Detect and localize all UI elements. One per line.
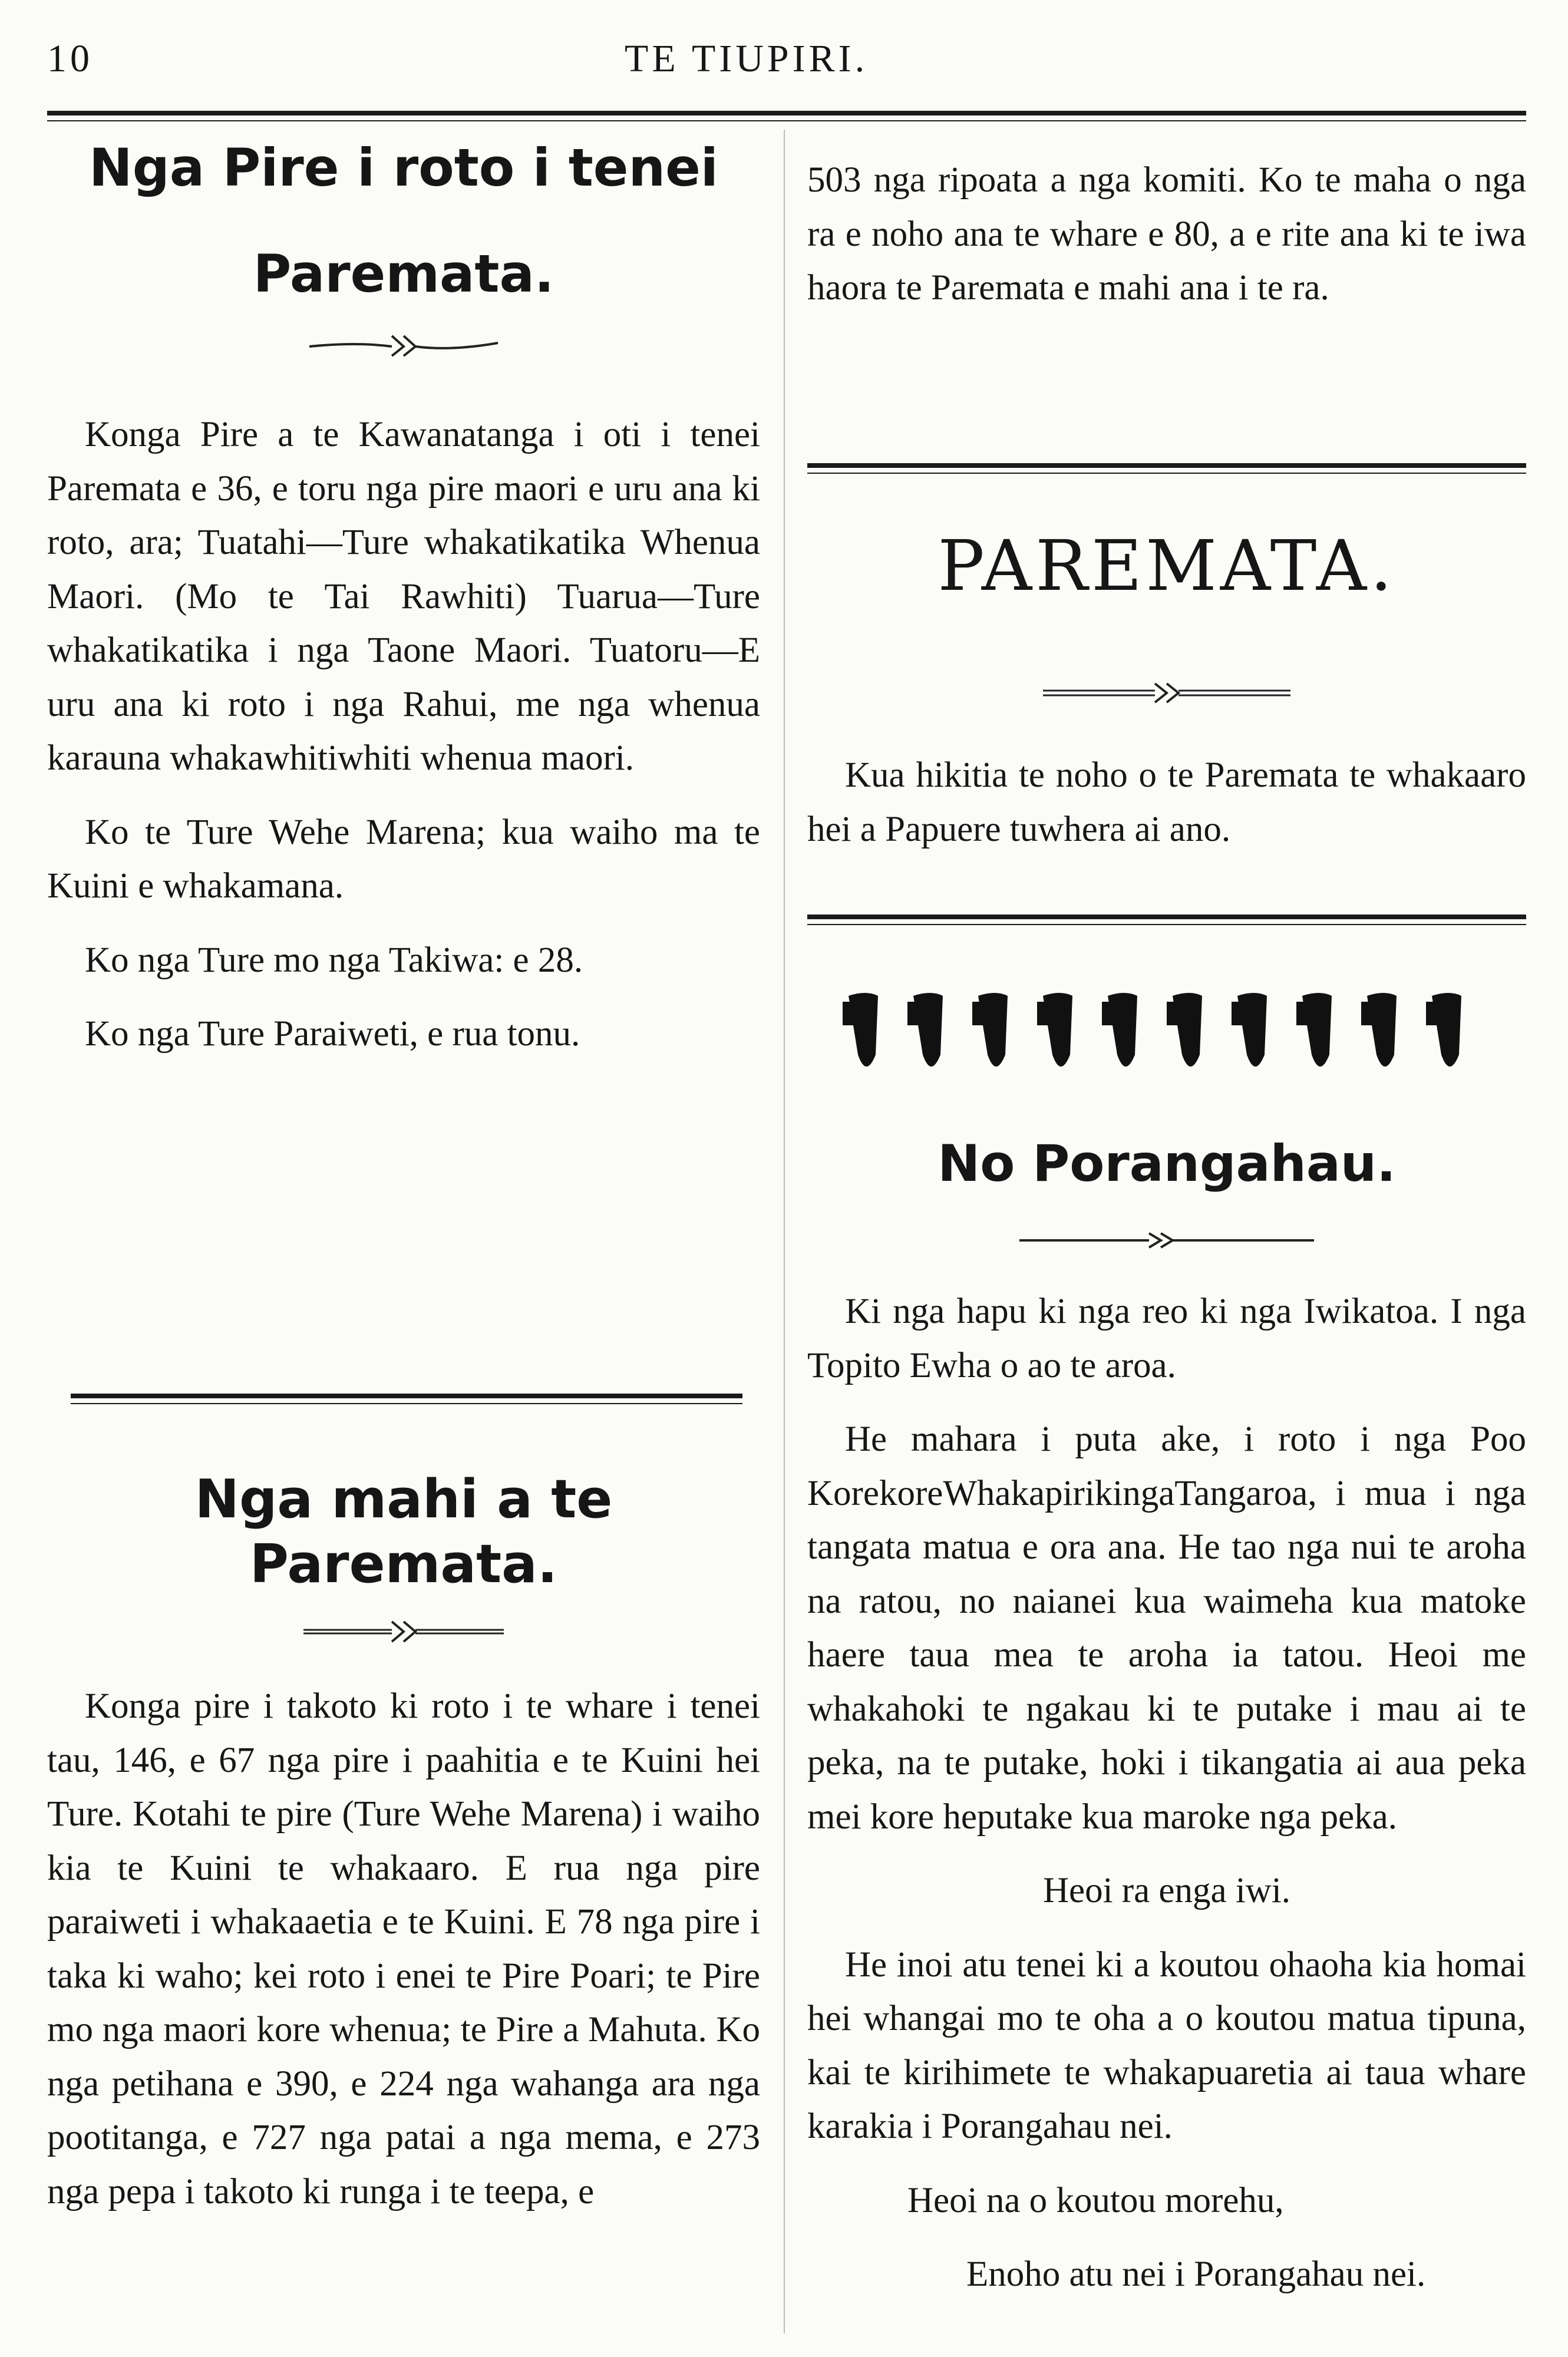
heading-line-1: Nga Pire i roto i tenei (89, 137, 718, 198)
hand-icon (843, 993, 878, 1067)
hand-icon (1102, 993, 1137, 1067)
page-number: 10 (47, 37, 93, 80)
section-rule-thick (71, 1394, 742, 1398)
section-rule-thin (807, 473, 1526, 474)
header-rule-thin (47, 120, 1526, 121)
hand-icon (1296, 993, 1332, 1067)
paragraph: Konga Pire a te Kawanatanga i oti i tenei Paremata e 36, e toru nga pire maori e uru ana ki roto, ara; Tuatahi—Ture whakatikatika Whenua Maori. (Mo te Tai Rawhiti) Tuarua—Ture whakatikatika i nga Taone Maori. Tuatoru—E uru ana ki roto i nga Rahui, me nga whenua karauna whakawhitiwhiti whenua maori. (47, 415, 760, 778)
paragraph: He mahara i puta ake, i roto i nga Poo KorekoreWhakapirikingaTangaroa, i mua i nga tangata matua e ora ana. He tao nga nui te aroha na ratou, no naianei kua waimeha kua matoke haere taua mea te aroha ia tatou. Heoi me whakahoki te ngakau ki te putake i mau ai te peka, na te putake, hoki i tikangatia ai aua peka mei kore heputake kua maroke nga peka. (807, 1420, 1526, 1837)
paremata-paragraph: Kua hikitia te noho o te Paremata te whakaaro hei a Papuere tuwhera ai ano. (807, 755, 1526, 849)
section-rule-thick (807, 915, 1526, 919)
left-column (47, 136, 760, 1081)
ornament-divider (1014, 1229, 1320, 1252)
paragraph: Ki nga hapu ki nga reo ki nga Iwikatoa. I nga Topito Ewha o ao te aroa. (807, 1292, 1526, 1385)
paragraph: Ko te Ture Wehe Marena; kua waiho ma te Kuini e whakamana. (47, 812, 760, 906)
heading-line-2: Paremata. (253, 243, 554, 304)
centered-line: Heoi ra enga iwi. (1042, 1871, 1291, 1910)
header-rule-thick (47, 111, 1526, 115)
section-rule-thin (807, 924, 1526, 925)
hand-icon (1361, 993, 1397, 1067)
paragraph: Ko nga Ture Paraiweti, e rua tonu. (85, 1014, 580, 1054)
closing-signature: Enoho atu nei i Porangahau nei. (966, 2254, 1426, 2294)
running-title: TE TIUPIRI. (625, 37, 869, 80)
continued-paragraph: 503 nga ripoata a nga komiti. Ko te maha o nga ra e noho ana te whare e 80, a e rite ana ki te iwa haora te Paremata e mahi ana i te ra. (807, 160, 1526, 308)
hand-icon (1426, 993, 1461, 1067)
ornament-divider (298, 1615, 510, 1644)
section-rule-thick (807, 463, 1526, 468)
section-rule-thin (71, 1403, 742, 1404)
ornament-divider (1037, 678, 1296, 707)
pointing-hands-ornament (837, 990, 1485, 1078)
hand-icon (1037, 993, 1072, 1067)
section1-body (47, 408, 760, 1061)
hand-icon (972, 993, 1008, 1067)
closing-line: Heoi na o koutou morehu, (907, 2180, 1284, 2220)
ornament-divider (303, 330, 504, 359)
hand-icon (907, 993, 943, 1067)
paragraph: Ko nga Ture mo nga Takiwa: e 28. (85, 940, 583, 980)
left-column-lower (47, 1467, 760, 2239)
paremata-heading: PAREMATA. (938, 525, 1396, 606)
hand-icon (1232, 993, 1267, 1067)
paragraph: Konga pire i takoto ki roto i te whare i tenei tau, 146, e 67 nga pire i paahitia e te Kuini hei Ture. Kotahi te pire (Ture Wehe Marena) i waiho kia te Kuini te whakaaro. E rua nga pire paraiweti i whakaaetia e te Kuini. E 78 nga pire i taka ki waho; kei roto i enei te Pire Poari; te Pire mo nga maori kore whenua; te Pire a Mahuta. Ko nga petihana e 390, e 224 nga wahanga ara nga pootitanga, e 727 nga patai a nga mema, e 273 nga pepa i takoto ki runga i te teepa, e (47, 1686, 760, 2211)
porangahau-heading: No Porangahau. (938, 1134, 1396, 1193)
porangahau-body (807, 1285, 1526, 2322)
hand-icon (1167, 993, 1202, 1067)
section2-body (47, 1679, 760, 2219)
paragraph: He inoi atu tenei ki a koutou ohaoha kia homai hei whangai mo te oha a o koutou matua tipuna, kai te kirihimete te whakapuaretia ai taua whare karakia i Porangahau nei. (807, 1945, 1526, 2146)
section-heading-pire (47, 136, 760, 306)
section-heading-mahi: Nga mahi a te Paremata. (194, 1468, 613, 1595)
column-divider (784, 130, 785, 2333)
